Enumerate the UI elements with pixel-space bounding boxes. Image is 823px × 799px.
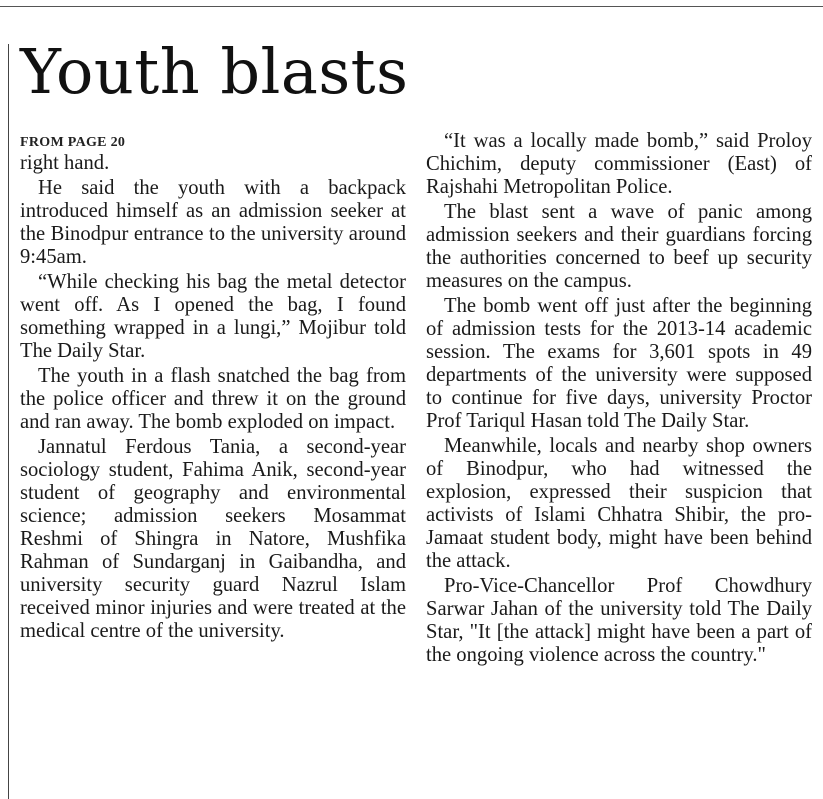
jump-label: FROM PAGE 20 [20, 135, 126, 150]
paragraph: Pro-Vice-Chancellor Prof Chowdhury Sarwar Jahan of the university told The Daily Star, "It [the attack] might have been a part of the ongoing violence across the country." [426, 575, 812, 666]
paragraph: He said the youth with a backpack introduced himself as an admission seeker at the Binodpur entrance to the university around 9:45am. [20, 177, 406, 268]
paragraph: The bomb went off just after the beginning of admission tests for the 2013-14 academic session. The exams for 3,601 spots in 49 departments of the university were supposed to continue for five days, university Proctor Prof Tariqul Hasan told The Daily Star. [426, 295, 812, 432]
column-rule [8, 44, 9, 799]
paragraph: The youth in a flash snatched the bag from the police officer and threw it on the ground and ran away. The bomb exploded on impact. [20, 365, 406, 433]
top-rule [0, 6, 823, 7]
paragraph: Meanwhile, locals and nearby shop owners of Binodpur, who had witnessed the explosion, expressed their suspicion that activists of Islami Chhatra Shibir, the pro-Jamaat student body, might have been behind the attack. [426, 435, 812, 572]
article-column-right [426, 130, 812, 669]
paragraph: right hand. [20, 152, 110, 174]
paragraph: The blast sent a wave of panic among admission seekers and their guardians forcing the authorities concerned to beef up security measures on the campus. [426, 201, 812, 292]
headline: Youth blasts [20, 35, 409, 108]
article-column-left [20, 134, 406, 645]
paragraph: Jannatul Ferdous Tania, a second-year sociology student, Fahima Anik, second-year student of geography and environmental science; admission seekers Mosammat Reshmi of Shingra in Natore, Mushfika Rahman of Sundarganj in Gaibandha, and university security guard Nazrul Islam received minor injuries and were treated at the medical centre of the university. [20, 436, 406, 642]
paragraph: “While checking his bag the metal detector went off. As I opened the bag, I found something wrapped in a lungi,” Mojibur told The Daily Star. [20, 271, 406, 362]
paragraph: “It was a locally made bomb,” said Proloy Chichim, deputy commissioner (East) of Rajshahi Metropolitan Police. [426, 130, 812, 198]
